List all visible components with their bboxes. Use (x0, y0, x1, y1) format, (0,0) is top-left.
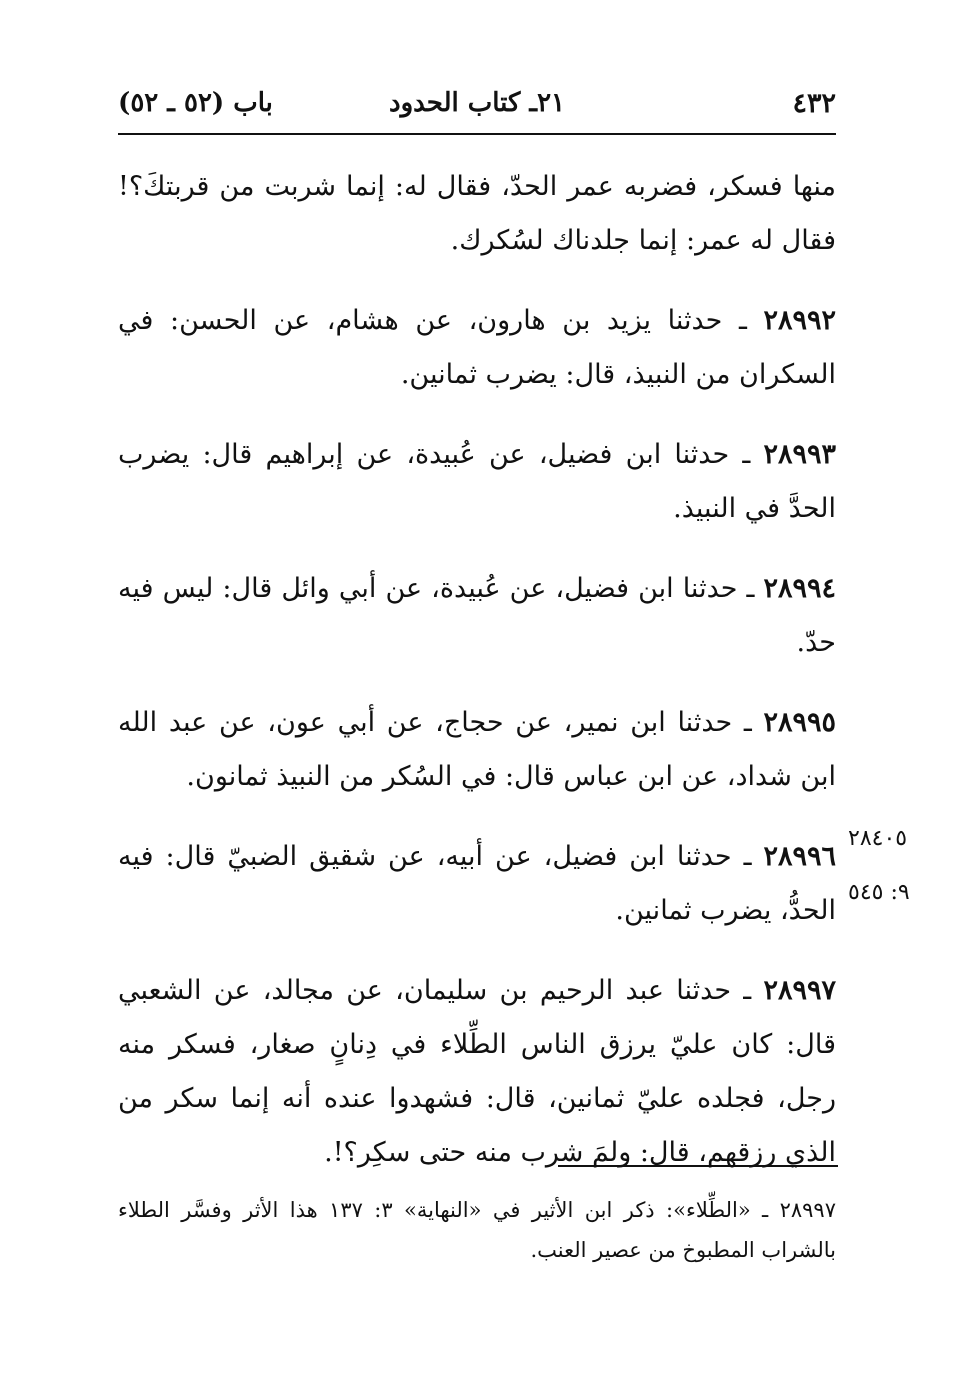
hadith-28993 (118, 428, 836, 536)
hadith-28994 (118, 562, 836, 670)
footnote-rule (558, 1165, 838, 1167)
margin-reference-line1: ٢٨٤٠٥ (848, 826, 908, 851)
hadith-text: ـ حدثنا ابن فضيل، عن عُبيدة، عن إبراهيم قال: يضرب الحدَّ في النبيذ. (118, 439, 836, 524)
running-header (118, 88, 836, 128)
hadith-text: ـ حدثنا ابن فضيل، عن أبيه، عن شقيق الضبيّ قال: فيه الحدُّ، يضرب ثمانين. (118, 841, 836, 926)
margin-reference (848, 812, 928, 920)
hadith-number: ٢٨٩٩٢ (763, 305, 836, 336)
hadith-text: ـ حدثنا ابن نمير، عن حجاج، عن أبي عون، عن عبد الله ابن شداد، عن ابن عباس قال: في السُكر من النبيذ ثمانون. (118, 707, 836, 792)
hadith-28995 (118, 696, 836, 804)
hadith-number: ٢٨٩٩٧ (763, 975, 836, 1006)
footnote: ٢٨٩٩٧ ـ «الطِّلاء»: ذكر ابن الأثير في «النهاية» ٣: ١٣٧ هذا الأثر وفسَّر الطلاء بالشراب المطبوخ من عصير العنب. (118, 1198, 836, 1262)
margin-reference-line2: ٩: ٥٤٥ (848, 880, 910, 905)
hadith-number: ٢٨٩٩٥ (763, 707, 836, 738)
paragraph-continuation (118, 160, 836, 268)
page-number: ٤٣٢ (792, 88, 836, 119)
chapter-title: باب (٥٢ ـ ٥٢) (118, 88, 273, 118)
hadith-28992 (118, 294, 836, 402)
hadith-text: ـ حدثنا عبد الرحيم بن سليمان، عن مجالد، عن الشعبي قال: كان عليّ يرزق الناس الطِّلاء في دِنانٍ صغار، فسكر منه رجل، فجلده عليّ ثمانين، قال: فشهدوا عنده أنه إنما سكر من الذي رزقهم، قال: ولمَ شرب منه حتى سكِر؟!. (118, 975, 836, 1168)
hadith-number: ٢٨٩٩٦ (763, 841, 836, 872)
hadith-number: ٢٨٩٩٣ (763, 439, 836, 470)
main-text (118, 160, 836, 1206)
hadith-28996 (118, 830, 836, 938)
hadith-text: ـ حدثنا يزيد بن هارون، عن هشام، عن الحسن: في السكران من النبيذ، قال: يضرب ثمانين. (118, 305, 836, 390)
hadith-text: ـ حدثنا ابن فضيل، عن عُبيدة، عن أبي وائل قال: ليس فيه حدّ. (118, 573, 836, 658)
book-title: ٢١ـ كتاب الحدود (389, 88, 565, 118)
header-rule (118, 133, 836, 135)
hadith-number: ٢٨٩٩٤ (763, 573, 836, 604)
paragraph-text: منها فسكر، فضربه عمر الحدّ، فقال له: إنما شربت من قربتكَ؟! فقال له عمر: إنما جلدناك لسُكرك. (118, 171, 836, 256)
hadith-28997 (118, 964, 836, 1180)
